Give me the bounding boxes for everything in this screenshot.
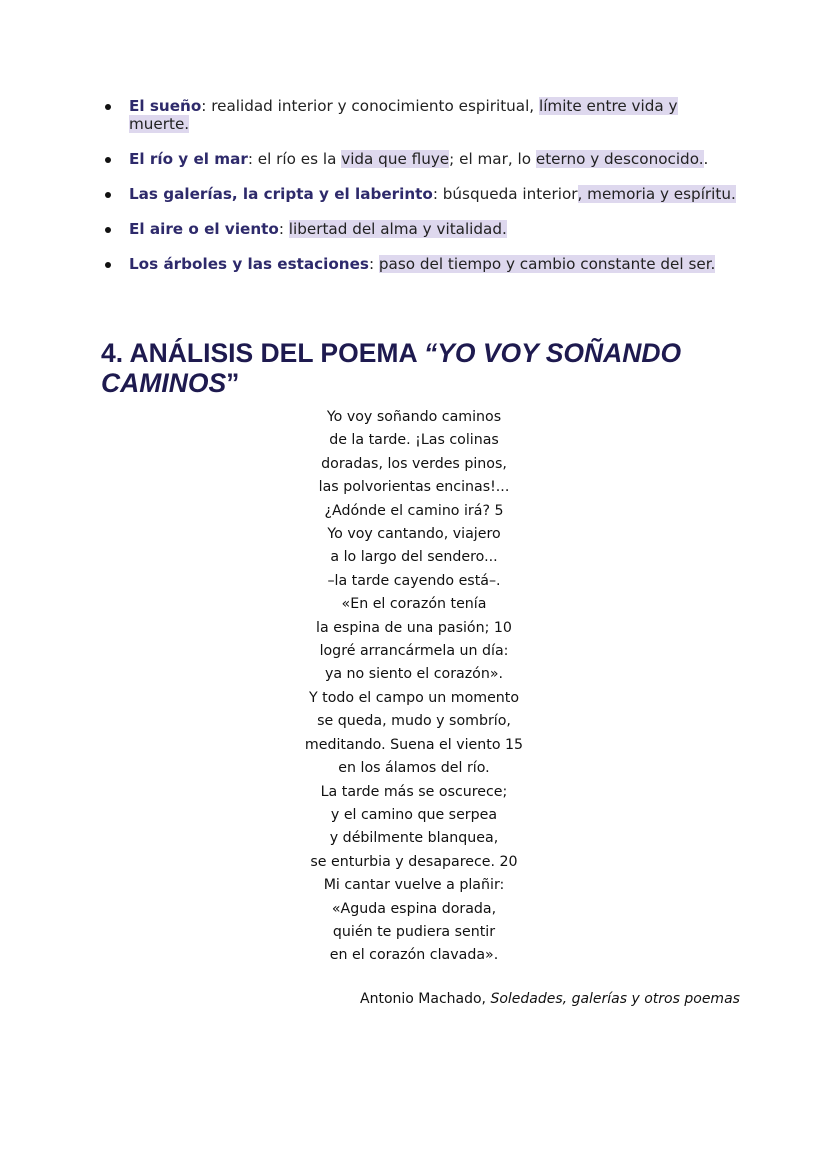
poem-line: en los álamos del río. bbox=[338, 760, 490, 777]
poem-line: ya no siento el corazón». bbox=[324, 666, 504, 683]
bullet-icon bbox=[105, 104, 111, 110]
list-item: Las galerías, la cripta y el laberinto: búsqueda interior, memoria y espíritu. bbox=[100, 185, 740, 203]
symbol-term: El río y el mar bbox=[129, 150, 248, 168]
poem-line: «En el corazón tenía bbox=[341, 596, 487, 613]
bullet-icon bbox=[105, 227, 111, 233]
poem-line: las polvorientas encinas!... bbox=[318, 479, 510, 496]
poem-attribution: Antonio Machado, Soledades, galerías y otros poemas bbox=[360, 991, 740, 1007]
poem-line: Yo voy soñando caminos bbox=[326, 409, 502, 425]
poem-line: La tarde más se oscurece; bbox=[320, 783, 508, 800]
section-heading: 4. ANÁLISIS DEL POEMA “YO VOY SOÑANDO CAMINOS” bbox=[101, 338, 682, 398]
poem-line: quién te pudiera sentir bbox=[332, 923, 496, 940]
poem-line: –la tarde cayendo está–. bbox=[327, 572, 501, 589]
bullet-icon bbox=[105, 157, 111, 163]
bullet-icon bbox=[105, 262, 111, 268]
symbol-term: El sueño bbox=[129, 97, 202, 115]
book-title: Soledades, galerías y otros poemas bbox=[490, 991, 740, 1007]
poem-line: meditando. Suena el viento 15 bbox=[304, 736, 524, 753]
highlighted-text: libertad del alma y vitalidad. bbox=[288, 220, 507, 238]
poem-line: y débilmente blanquea, bbox=[329, 830, 499, 847]
bullet-icon bbox=[105, 192, 111, 198]
poem-line: y el camino que serpea bbox=[330, 806, 498, 823]
symbols-list bbox=[100, 97, 740, 290]
poem-line: logré arrancármela un día: bbox=[319, 643, 509, 660]
poem-line: «Aguda espina dorada, bbox=[331, 900, 497, 917]
poem-line: se enturbia y desaparece. 20 bbox=[310, 853, 518, 870]
symbol-term: Los árboles y las estaciones bbox=[129, 255, 369, 273]
highlighted-text: vida que fluye bbox=[341, 150, 450, 168]
highlighted-text: , memoria y espíritu. bbox=[577, 185, 736, 203]
poem-line: Yo voy cantando, viajero bbox=[327, 526, 501, 543]
list-item: El aire o el viento: libertad del alma y vitalidad. bbox=[100, 220, 740, 238]
list-item: El sueño: realidad interior y conocimiento espiritual, límite entre vida y muerte. bbox=[100, 97, 740, 133]
poem-line: doradas, los verdes pinos, bbox=[321, 455, 507, 472]
poem-line: se queda, mudo y sombrío, bbox=[317, 713, 511, 730]
symbol-term: El aire o el viento bbox=[129, 220, 279, 238]
list-item: El río y el mar: el río es la vida que fluye; el mar, lo eterno y desconocido.. bbox=[100, 150, 740, 168]
symbol-term: Las galerías, la cripta y el laberinto bbox=[129, 185, 433, 203]
poem-line: de la tarde. ¡Las colinas bbox=[329, 432, 499, 449]
list-item: Los árboles y las estaciones: paso del tiempo y cambio constante del ser. bbox=[100, 255, 740, 273]
poem-line: la espina de una pasión; 10 bbox=[316, 619, 512, 636]
poem-line: Mi cantar vuelve a plañir: bbox=[323, 877, 505, 894]
poem-title: “YO VOY SOÑANDO CAMINOS bbox=[101, 338, 682, 398]
poem-line: en el corazón clavada». bbox=[329, 947, 499, 964]
highlighted-text: paso del tiempo y cambio constante del ser. bbox=[378, 255, 716, 273]
poem-line: a lo largo del sendero... bbox=[330, 549, 498, 566]
highlighted-text: límite entre vida y muerte. bbox=[129, 97, 678, 133]
poem-text bbox=[214, 406, 614, 968]
highlighted-text: eterno y desconocido. bbox=[535, 150, 704, 168]
poem-line: ¿Adónde el camino irá? 5 bbox=[324, 502, 504, 519]
poem-line: Y todo el campo un momento bbox=[308, 689, 520, 706]
